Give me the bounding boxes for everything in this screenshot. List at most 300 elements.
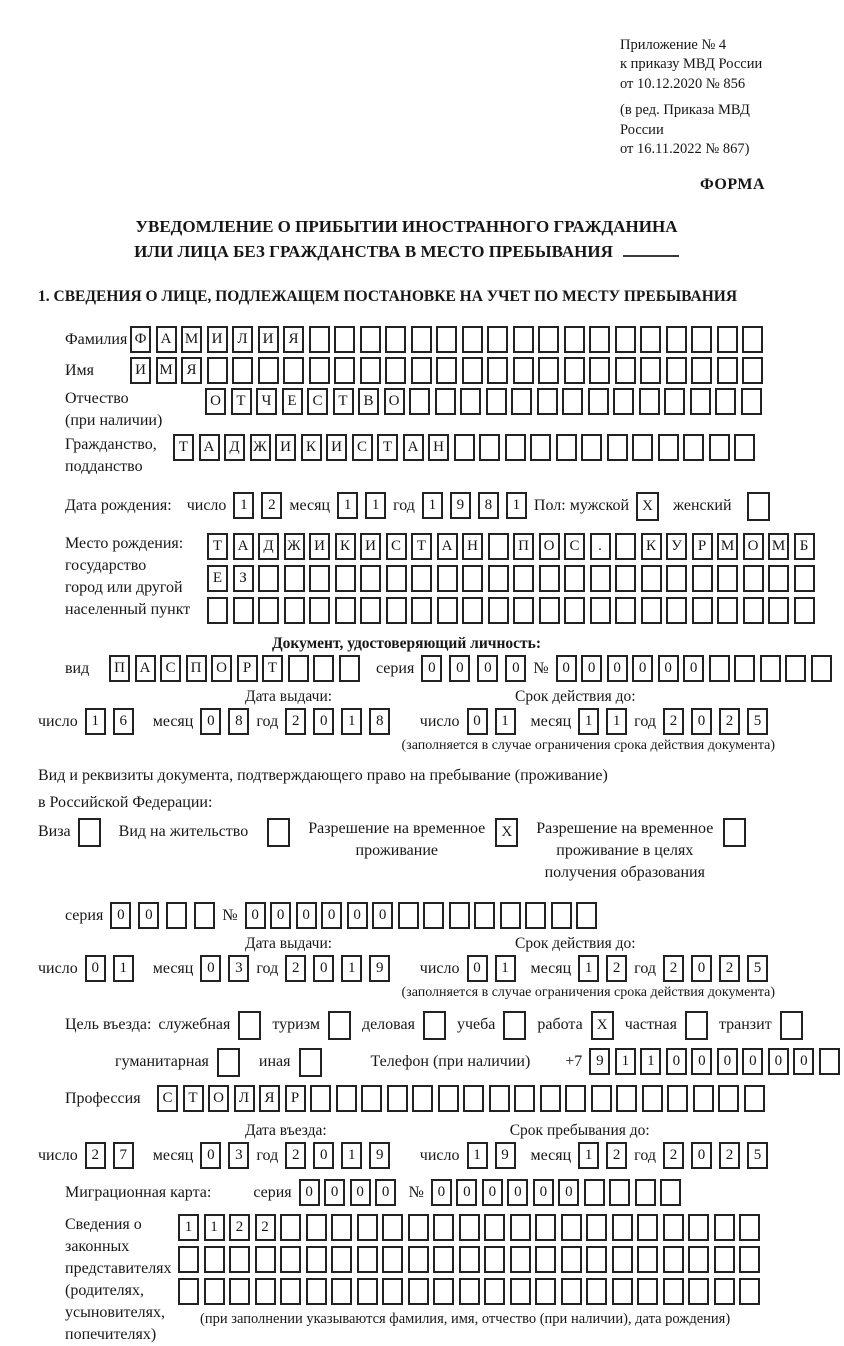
- char-box[interactable]: [411, 326, 432, 353]
- char-box[interactable]: 0: [467, 955, 488, 982]
- char-box[interactable]: Т: [231, 388, 252, 415]
- char-box[interactable]: 1: [578, 1142, 599, 1169]
- char-box[interactable]: [258, 597, 279, 624]
- char-box[interactable]: [331, 1214, 352, 1241]
- char-box[interactable]: [408, 1246, 429, 1273]
- char-box[interactable]: [641, 597, 662, 624]
- purpose-business-checkbox[interactable]: [423, 1011, 446, 1040]
- char-box[interactable]: О: [384, 388, 405, 415]
- char-box[interactable]: 9: [495, 1142, 516, 1169]
- char-box[interactable]: З: [233, 565, 254, 592]
- char-box[interactable]: К: [301, 434, 322, 461]
- char-box[interactable]: 0: [793, 1048, 814, 1075]
- char-box[interactable]: 5: [747, 1142, 768, 1169]
- char-box[interactable]: [530, 434, 551, 461]
- char-box[interactable]: И: [258, 326, 279, 353]
- char-box[interactable]: [382, 1278, 403, 1305]
- char-box[interactable]: [505, 434, 526, 461]
- char-box[interactable]: 0: [691, 1048, 712, 1075]
- char-box[interactable]: 0: [299, 1179, 320, 1206]
- char-box[interactable]: Л: [234, 1085, 255, 1112]
- char-box[interactable]: 0: [658, 655, 679, 682]
- char-box[interactable]: [462, 597, 483, 624]
- char-box[interactable]: 0: [691, 955, 712, 982]
- char-box[interactable]: [666, 597, 687, 624]
- char-box[interactable]: [540, 1085, 561, 1112]
- purpose-tourism-checkbox[interactable]: [328, 1011, 351, 1040]
- char-box[interactable]: [539, 597, 560, 624]
- char-box[interactable]: Е: [207, 565, 228, 592]
- char-box[interactable]: [564, 597, 585, 624]
- char-box[interactable]: Р: [692, 533, 713, 560]
- char-box[interactable]: [714, 1246, 735, 1273]
- char-box[interactable]: [688, 1214, 709, 1241]
- char-box[interactable]: [386, 597, 407, 624]
- char-box[interactable]: [717, 326, 738, 353]
- char-box[interactable]: [535, 1246, 556, 1273]
- char-box[interactable]: 0: [533, 1179, 554, 1206]
- char-box[interactable]: 0: [85, 955, 106, 982]
- char-box[interactable]: 2: [606, 955, 627, 982]
- char-box[interactable]: [581, 434, 602, 461]
- char-box[interactable]: 0: [505, 655, 526, 682]
- char-box[interactable]: А: [233, 533, 254, 560]
- char-box[interactable]: [331, 1246, 352, 1273]
- char-box[interactable]: [459, 1278, 480, 1305]
- char-box[interactable]: [178, 1246, 199, 1273]
- char-box[interactable]: [310, 1085, 331, 1112]
- char-box[interactable]: [612, 1214, 633, 1241]
- char-box[interactable]: [488, 533, 509, 560]
- char-box[interactable]: [385, 326, 406, 353]
- char-box[interactable]: 1: [85, 708, 106, 735]
- char-box[interactable]: [306, 1214, 327, 1241]
- char-box[interactable]: [692, 597, 713, 624]
- char-box[interactable]: [309, 326, 330, 353]
- char-box[interactable]: [479, 434, 500, 461]
- char-box[interactable]: 0: [200, 708, 221, 735]
- char-box[interactable]: С: [160, 655, 181, 682]
- char-box[interactable]: [768, 565, 789, 592]
- char-box[interactable]: [487, 357, 508, 384]
- char-box[interactable]: [207, 357, 228, 384]
- char-box[interactable]: [454, 434, 475, 461]
- char-box[interactable]: [637, 1246, 658, 1273]
- char-box[interactable]: 2: [285, 955, 306, 982]
- char-box[interactable]: [433, 1246, 454, 1273]
- char-box[interactable]: [360, 357, 381, 384]
- char-box[interactable]: [615, 357, 636, 384]
- char-box[interactable]: [709, 655, 730, 682]
- char-box[interactable]: [663, 1278, 684, 1305]
- char-box[interactable]: [313, 655, 334, 682]
- char-box[interactable]: [717, 357, 738, 384]
- char-box[interactable]: Т: [173, 434, 194, 461]
- char-box[interactable]: [640, 326, 661, 353]
- char-box[interactable]: С: [157, 1085, 178, 1112]
- char-box[interactable]: 0: [556, 655, 577, 682]
- char-box[interactable]: [510, 1246, 531, 1273]
- char-box[interactable]: [609, 1179, 630, 1206]
- char-box[interactable]: Т: [377, 434, 398, 461]
- char-box[interactable]: [437, 565, 458, 592]
- char-box[interactable]: 3: [228, 1142, 249, 1169]
- char-box[interactable]: 5: [747, 708, 768, 735]
- char-box[interactable]: [632, 434, 653, 461]
- char-box[interactable]: [462, 565, 483, 592]
- char-box[interactable]: 2: [606, 1142, 627, 1169]
- char-box[interactable]: [794, 597, 815, 624]
- char-box[interactable]: 2: [719, 708, 740, 735]
- char-box[interactable]: 0: [768, 1048, 789, 1075]
- char-box[interactable]: [306, 1246, 327, 1273]
- char-box[interactable]: [207, 597, 228, 624]
- char-box[interactable]: [513, 357, 534, 384]
- char-box[interactable]: [693, 1085, 714, 1112]
- char-box[interactable]: 0: [507, 1179, 528, 1206]
- char-box[interactable]: [641, 565, 662, 592]
- char-box[interactable]: [715, 388, 736, 415]
- char-box[interactable]: 0: [482, 1179, 503, 1206]
- char-box[interactable]: А: [135, 655, 156, 682]
- char-box[interactable]: [334, 326, 355, 353]
- edu-permit-checkbox[interactable]: [723, 818, 746, 847]
- char-box[interactable]: 0: [350, 1179, 371, 1206]
- char-box[interactable]: С: [352, 434, 373, 461]
- char-box[interactable]: 2: [85, 1142, 106, 1169]
- char-box[interactable]: [760, 655, 781, 682]
- char-box[interactable]: П: [186, 655, 207, 682]
- char-box[interactable]: 0: [375, 1179, 396, 1206]
- char-box[interactable]: [412, 1085, 433, 1112]
- char-box[interactable]: И: [326, 434, 347, 461]
- char-box[interactable]: [513, 326, 534, 353]
- char-box[interactable]: [336, 1085, 357, 1112]
- char-box[interactable]: М: [181, 326, 202, 353]
- char-box[interactable]: [488, 565, 509, 592]
- char-box[interactable]: [411, 565, 432, 592]
- char-box[interactable]: [438, 1085, 459, 1112]
- char-box[interactable]: 1: [204, 1214, 225, 1241]
- char-box[interactable]: [691, 326, 712, 353]
- char-box[interactable]: Т: [183, 1085, 204, 1112]
- char-box[interactable]: Б: [794, 533, 815, 560]
- char-box[interactable]: [688, 1278, 709, 1305]
- char-box[interactable]: [309, 597, 330, 624]
- char-box[interactable]: [513, 565, 534, 592]
- char-box[interactable]: [335, 597, 356, 624]
- char-box[interactable]: 0: [313, 955, 334, 982]
- char-box[interactable]: Т: [207, 533, 228, 560]
- char-box[interactable]: [280, 1246, 301, 1273]
- char-box[interactable]: [615, 326, 636, 353]
- char-box[interactable]: [288, 655, 309, 682]
- char-box[interactable]: [561, 1214, 582, 1241]
- char-box[interactable]: [588, 388, 609, 415]
- char-box[interactable]: Д: [258, 533, 279, 560]
- char-box[interactable]: 0: [683, 655, 704, 682]
- char-box[interactable]: [385, 357, 406, 384]
- char-box[interactable]: Ф: [130, 326, 151, 353]
- char-box[interactable]: [690, 388, 711, 415]
- char-box[interactable]: 8: [478, 492, 499, 519]
- char-box[interactable]: [739, 1246, 760, 1273]
- char-box[interactable]: [538, 357, 559, 384]
- char-box[interactable]: Т: [262, 655, 283, 682]
- char-box[interactable]: 0: [581, 655, 602, 682]
- char-box[interactable]: [166, 902, 187, 929]
- char-box[interactable]: [637, 1214, 658, 1241]
- char-box[interactable]: 1: [365, 492, 386, 519]
- char-box[interactable]: 2: [255, 1214, 276, 1241]
- char-box[interactable]: С: [564, 533, 585, 560]
- char-box[interactable]: 1: [467, 1142, 488, 1169]
- char-box[interactable]: [408, 1278, 429, 1305]
- char-box[interactable]: [283, 357, 304, 384]
- char-box[interactable]: Ж: [250, 434, 271, 461]
- char-box[interactable]: [449, 902, 470, 929]
- char-box[interactable]: [565, 1085, 586, 1112]
- char-box[interactable]: 0: [324, 1179, 345, 1206]
- char-box[interactable]: [667, 1085, 688, 1112]
- char-box[interactable]: 1: [341, 1142, 362, 1169]
- char-box[interactable]: [335, 565, 356, 592]
- char-box[interactable]: Е: [282, 388, 303, 415]
- char-box[interactable]: 1: [578, 955, 599, 982]
- char-box[interactable]: [683, 434, 704, 461]
- char-box[interactable]: [742, 326, 763, 353]
- char-box[interactable]: Ж: [284, 533, 305, 560]
- char-box[interactable]: [616, 1085, 637, 1112]
- char-box[interactable]: 0: [691, 1142, 712, 1169]
- char-box[interactable]: 1: [337, 492, 358, 519]
- char-box[interactable]: 1: [640, 1048, 661, 1075]
- char-box[interactable]: С: [386, 533, 407, 560]
- char-box[interactable]: 0: [449, 655, 470, 682]
- char-box[interactable]: [258, 565, 279, 592]
- char-box[interactable]: 0: [347, 902, 368, 929]
- char-box[interactable]: Т: [333, 388, 354, 415]
- char-box[interactable]: [433, 1214, 454, 1241]
- char-box[interactable]: [204, 1246, 225, 1273]
- char-box[interactable]: В: [358, 388, 379, 415]
- char-box[interactable]: [640, 357, 661, 384]
- char-box[interactable]: 0: [313, 1142, 334, 1169]
- char-box[interactable]: У: [666, 533, 687, 560]
- char-box[interactable]: [437, 597, 458, 624]
- char-box[interactable]: 1: [233, 492, 254, 519]
- char-box[interactable]: [411, 357, 432, 384]
- char-box[interactable]: [258, 357, 279, 384]
- char-box[interactable]: [334, 357, 355, 384]
- char-box[interactable]: [462, 326, 483, 353]
- char-box[interactable]: [537, 388, 558, 415]
- char-box[interactable]: Р: [237, 655, 258, 682]
- char-box[interactable]: 9: [589, 1048, 610, 1075]
- char-box[interactable]: [357, 1214, 378, 1241]
- char-box[interactable]: [717, 565, 738, 592]
- char-box[interactable]: [382, 1214, 403, 1241]
- char-box[interactable]: Л: [232, 326, 253, 353]
- purpose-official-checkbox[interactable]: [238, 1011, 261, 1040]
- gender-male-checkbox[interactable]: X: [636, 492, 659, 521]
- char-box[interactable]: [639, 388, 660, 415]
- char-box[interactable]: 1: [422, 492, 443, 519]
- char-box[interactable]: [510, 1214, 531, 1241]
- char-box[interactable]: О: [208, 1085, 229, 1112]
- char-box[interactable]: 2: [261, 492, 282, 519]
- char-box[interactable]: [739, 1278, 760, 1305]
- char-box[interactable]: [500, 902, 521, 929]
- char-box[interactable]: [433, 1278, 454, 1305]
- char-box[interactable]: Я: [181, 357, 202, 384]
- char-box[interactable]: [489, 1085, 510, 1112]
- purpose-transit-checkbox[interactable]: [780, 1011, 803, 1040]
- char-box[interactable]: 0: [558, 1179, 579, 1206]
- char-box[interactable]: [255, 1246, 276, 1273]
- char-box[interactable]: М: [768, 533, 789, 560]
- char-box[interactable]: [486, 388, 507, 415]
- char-box[interactable]: 5: [747, 955, 768, 982]
- char-box[interactable]: [306, 1278, 327, 1305]
- char-box[interactable]: [642, 1085, 663, 1112]
- char-box[interactable]: 1: [495, 955, 516, 982]
- char-box[interactable]: [535, 1214, 556, 1241]
- char-box[interactable]: 0: [421, 655, 442, 682]
- char-box[interactable]: 0: [245, 902, 266, 929]
- char-box[interactable]: Я: [259, 1085, 280, 1112]
- char-box[interactable]: [564, 357, 585, 384]
- char-box[interactable]: [714, 1278, 735, 1305]
- char-box[interactable]: 0: [110, 902, 131, 929]
- char-box[interactable]: [387, 1085, 408, 1112]
- char-box[interactable]: [666, 326, 687, 353]
- char-box[interactable]: [513, 597, 534, 624]
- char-box[interactable]: [718, 1085, 739, 1112]
- char-box[interactable]: 0: [691, 708, 712, 735]
- char-box[interactable]: [666, 357, 687, 384]
- char-box[interactable]: 0: [431, 1179, 452, 1206]
- char-box[interactable]: [357, 1246, 378, 1273]
- char-box[interactable]: [360, 565, 381, 592]
- purpose-work-checkbox[interactable]: X: [591, 1011, 614, 1040]
- char-box[interactable]: [255, 1278, 276, 1305]
- char-box[interactable]: И: [309, 533, 330, 560]
- purpose-private-checkbox[interactable]: [685, 1011, 708, 1040]
- char-box[interactable]: [309, 357, 330, 384]
- char-box[interactable]: К: [641, 533, 662, 560]
- char-box[interactable]: 1: [341, 708, 362, 735]
- char-box[interactable]: А: [403, 434, 424, 461]
- char-box[interactable]: 1: [506, 492, 527, 519]
- char-box[interactable]: [743, 565, 764, 592]
- char-box[interactable]: 0: [200, 955, 221, 982]
- char-box[interactable]: [360, 326, 381, 353]
- char-box[interactable]: [435, 388, 456, 415]
- char-box[interactable]: [734, 655, 755, 682]
- temp-permit-checkbox[interactable]: X: [495, 818, 518, 847]
- char-box[interactable]: [658, 434, 679, 461]
- char-box[interactable]: [741, 388, 762, 415]
- char-box[interactable]: 1: [495, 708, 516, 735]
- char-box[interactable]: М: [156, 357, 177, 384]
- char-box[interactable]: [561, 1278, 582, 1305]
- char-box[interactable]: 1: [178, 1214, 199, 1241]
- char-box[interactable]: О: [743, 533, 764, 560]
- char-box[interactable]: Н: [428, 434, 449, 461]
- char-box[interactable]: [612, 1246, 633, 1273]
- char-box[interactable]: [386, 565, 407, 592]
- char-box[interactable]: 1: [606, 708, 627, 735]
- char-box[interactable]: [194, 902, 215, 929]
- char-box[interactable]: [811, 655, 832, 682]
- char-box[interactable]: 9: [369, 1142, 390, 1169]
- char-box[interactable]: [229, 1278, 250, 1305]
- char-box[interactable]: [688, 1246, 709, 1273]
- char-box[interactable]: [635, 1179, 656, 1206]
- char-box[interactable]: 2: [719, 955, 740, 982]
- char-box[interactable]: И: [207, 326, 228, 353]
- char-box[interactable]: [284, 597, 305, 624]
- char-box[interactable]: [590, 597, 611, 624]
- char-box[interactable]: [819, 1048, 840, 1075]
- char-box[interactable]: 2: [663, 1142, 684, 1169]
- gender-female-checkbox[interactable]: [747, 492, 770, 521]
- char-box[interactable]: О: [539, 533, 560, 560]
- char-box[interactable]: [666, 565, 687, 592]
- char-box[interactable]: [436, 326, 457, 353]
- char-box[interactable]: [692, 565, 713, 592]
- residence-permit-checkbox[interactable]: [267, 818, 290, 847]
- char-box[interactable]: [339, 655, 360, 682]
- char-box[interactable]: [613, 388, 634, 415]
- char-box[interactable]: Р: [285, 1085, 306, 1112]
- char-box[interactable]: А: [437, 533, 458, 560]
- char-box[interactable]: 8: [228, 708, 249, 735]
- char-box[interactable]: [409, 388, 430, 415]
- char-box[interactable]: [280, 1214, 301, 1241]
- char-box[interactable]: 9: [369, 955, 390, 982]
- char-box[interactable]: [586, 1246, 607, 1273]
- char-box[interactable]: [357, 1278, 378, 1305]
- char-box[interactable]: 0: [666, 1048, 687, 1075]
- char-box[interactable]: [463, 1085, 484, 1112]
- purpose-humanitarian-checkbox[interactable]: [217, 1048, 240, 1077]
- char-box[interactable]: 2: [229, 1214, 250, 1241]
- char-box[interactable]: 1: [341, 955, 362, 982]
- char-box[interactable]: [331, 1278, 352, 1305]
- char-box[interactable]: [514, 1085, 535, 1112]
- char-box[interactable]: [739, 1214, 760, 1241]
- char-box[interactable]: Т: [411, 533, 432, 560]
- char-box[interactable]: [408, 1214, 429, 1241]
- char-box[interactable]: [484, 1246, 505, 1273]
- char-box[interactable]: 0: [321, 902, 342, 929]
- char-box[interactable]: [561, 1246, 582, 1273]
- char-box[interactable]: [734, 434, 755, 461]
- char-box[interactable]: [488, 597, 509, 624]
- char-box[interactable]: [459, 1246, 480, 1273]
- char-box[interactable]: [637, 1278, 658, 1305]
- char-box[interactable]: [794, 565, 815, 592]
- char-box[interactable]: [309, 565, 330, 592]
- char-box[interactable]: [584, 1179, 605, 1206]
- char-box[interactable]: [487, 326, 508, 353]
- char-box[interactable]: [462, 357, 483, 384]
- char-box[interactable]: [691, 357, 712, 384]
- char-box[interactable]: 1: [615, 1048, 636, 1075]
- char-box[interactable]: 9: [450, 492, 471, 519]
